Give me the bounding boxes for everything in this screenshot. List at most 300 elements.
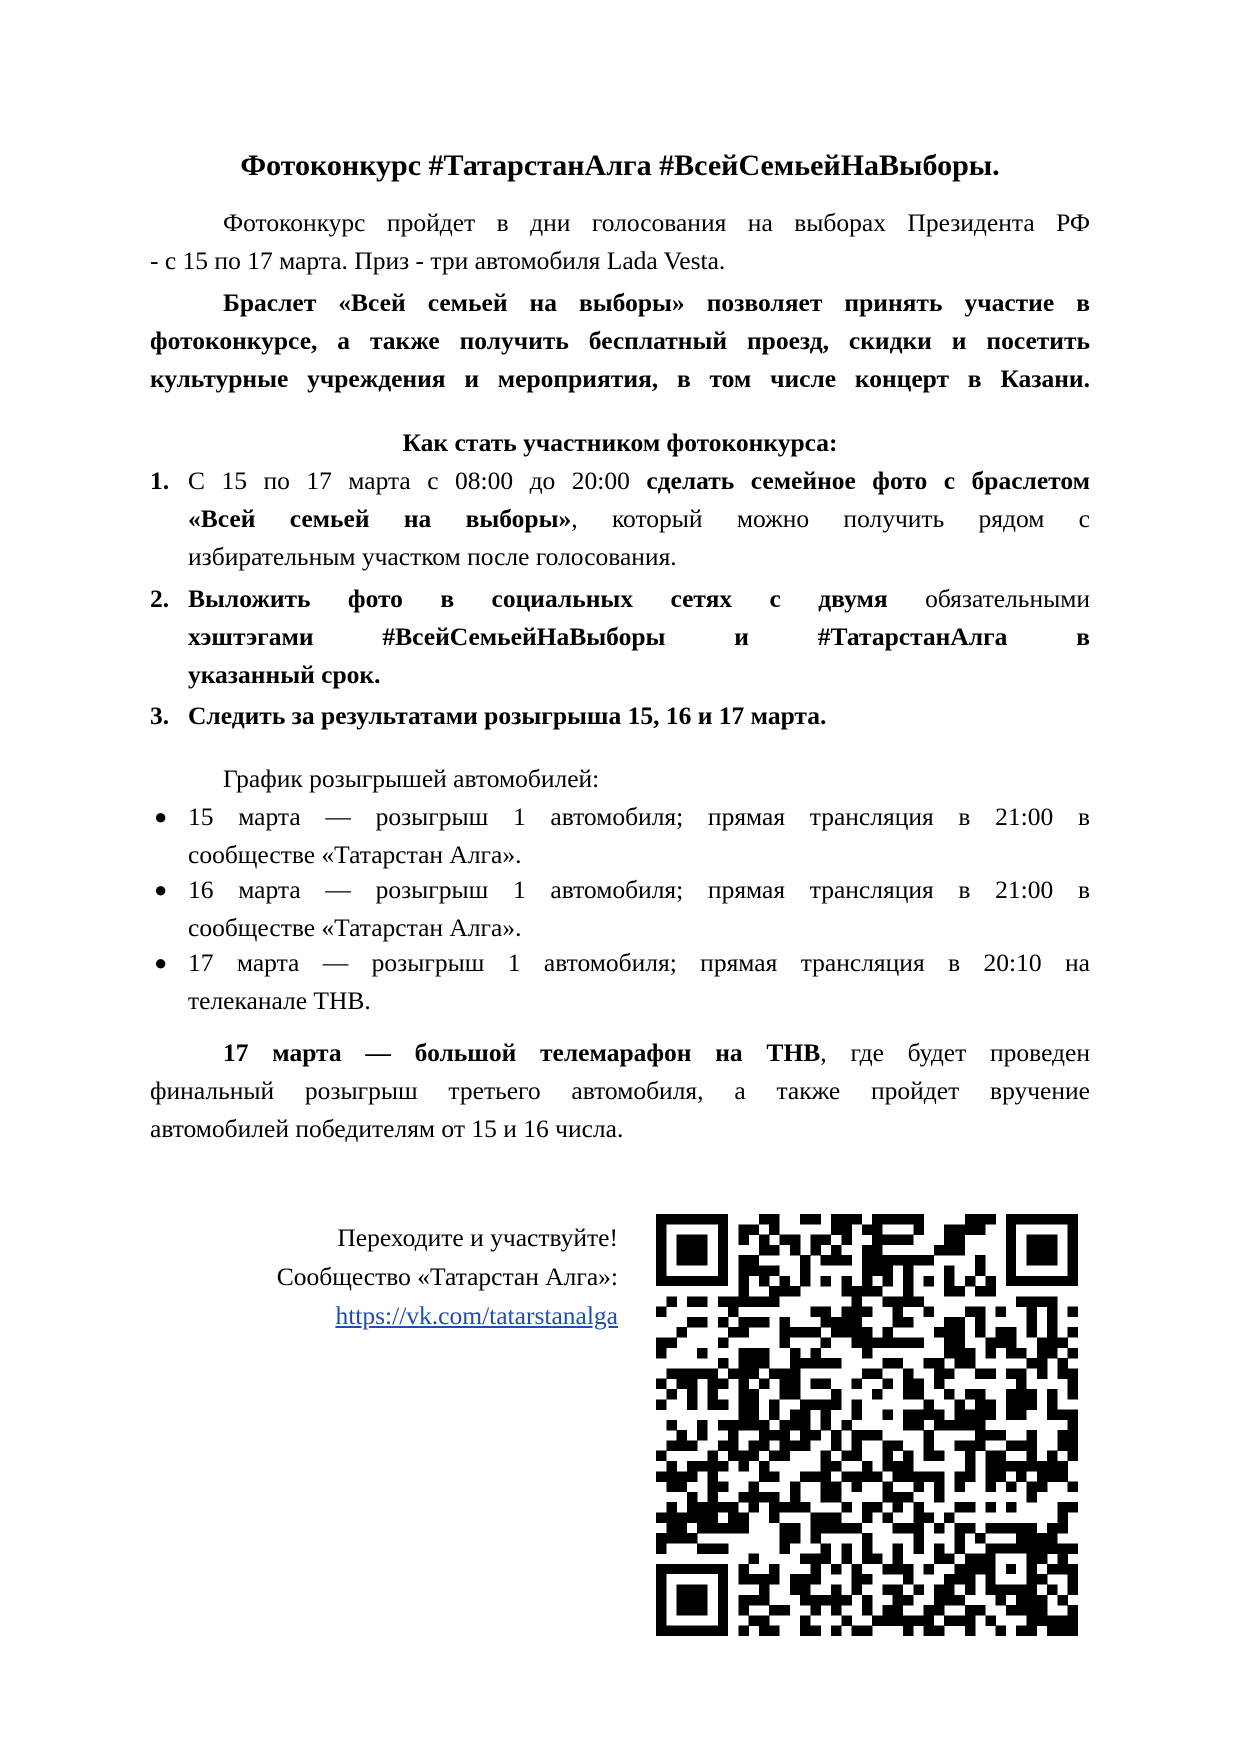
qr-module: [666, 1338, 676, 1348]
schedule-item-2: [150, 871, 1090, 947]
qr-module: [975, 1410, 985, 1420]
qr-module: [759, 1276, 769, 1286]
qr-module: [862, 1543, 872, 1553]
qr-module: [718, 1502, 728, 1512]
qr-module: [1047, 1327, 1057, 1337]
qr-module: [903, 1276, 913, 1286]
bracelet-paragraph: [150, 284, 1090, 398]
qr-module: [954, 1564, 964, 1574]
schedule-item-3: [150, 944, 1090, 1020]
qr-module: [687, 1533, 697, 1543]
qr-module: [1006, 1338, 1016, 1348]
qr-module: [790, 1585, 800, 1595]
qr-module: [687, 1389, 697, 1399]
qr-module: [759, 1420, 769, 1430]
qr-module: [862, 1224, 872, 1234]
qr-module: [718, 1338, 728, 1348]
qr-module: [975, 1564, 985, 1574]
qr-module: [1027, 1595, 1037, 1605]
qr-module: [985, 1286, 995, 1296]
qr-module: [1006, 1461, 1016, 1471]
qr-module: [666, 1389, 676, 1399]
qr-module: [913, 1296, 923, 1306]
qr-module: [985, 1451, 995, 1461]
bracelet-line-2: фотоконкурсе, а также получить бесплатный проезд, скидки и посетить: [150, 326, 1090, 355]
qr-module: [1016, 1399, 1026, 1409]
qr-module: [903, 1564, 913, 1574]
qr-module: [852, 1585, 862, 1595]
qr-module: [810, 1307, 820, 1317]
qr-module: [831, 1214, 841, 1224]
qr-module: [707, 1368, 717, 1378]
qr-module: [738, 1265, 748, 1275]
qr-module: [780, 1327, 790, 1337]
qr-module: [800, 1255, 810, 1265]
qr-module: [882, 1327, 892, 1337]
qr-module: [944, 1265, 954, 1275]
qr-module: [728, 1296, 738, 1306]
qr-module: [780, 1502, 790, 1512]
qr-module: [841, 1595, 851, 1605]
qr-module: [1027, 1389, 1037, 1399]
qr-module: [800, 1358, 810, 1368]
qr-module: [924, 1399, 934, 1409]
qr-module: [738, 1317, 748, 1327]
qr-module: [707, 1512, 717, 1522]
marathon-bold: 17 марта — большой телемарафон на ТНВ: [223, 1038, 821, 1067]
marathon-text: , где будет проведен: [820, 1038, 1090, 1067]
qr-module: [1068, 1430, 1078, 1440]
qr-module: [1027, 1327, 1037, 1337]
qr-module: [965, 1307, 975, 1317]
qr-module: [965, 1564, 975, 1574]
qr-module: [677, 1482, 687, 1492]
qr-module: [985, 1461, 995, 1471]
qr-module: [769, 1286, 779, 1296]
qr-module: [687, 1368, 697, 1378]
qr-module: [831, 1626, 841, 1636]
qr-module: [841, 1307, 851, 1317]
qr-module: [872, 1471, 882, 1481]
qr-module: [759, 1615, 769, 1625]
step-item-3: [150, 697, 1090, 735]
qr-module: [738, 1595, 748, 1605]
qr-module: [975, 1286, 985, 1296]
qr-module: [687, 1512, 697, 1522]
qr-module: [965, 1574, 975, 1584]
qr-module: [1057, 1564, 1067, 1574]
qr-module: [1068, 1348, 1078, 1358]
qr-module: [893, 1255, 903, 1265]
qr-module: [893, 1235, 903, 1245]
qr-module: [852, 1564, 862, 1574]
qr-module: [1047, 1389, 1057, 1399]
step-2-text: обязательными: [887, 584, 1091, 613]
qr-module: [738, 1410, 748, 1420]
qr-module: [862, 1255, 872, 1265]
qr-module: [893, 1492, 903, 1502]
qr-module: [841, 1523, 851, 1533]
qr-module: [954, 1482, 964, 1492]
qr-finder-top-left: [656, 1214, 728, 1286]
intro-paragraph: [150, 204, 1090, 280]
qr-module: [893, 1564, 903, 1574]
qr-module: [800, 1327, 810, 1337]
qr-module: [852, 1317, 862, 1327]
qr-module: [677, 1430, 687, 1440]
qr-module: [1006, 1399, 1016, 1409]
qr-module: [677, 1523, 687, 1533]
qr-module: [1016, 1389, 1026, 1399]
qr-module: [790, 1533, 800, 1543]
qr-module: [924, 1358, 934, 1368]
qr-module: [790, 1235, 800, 1245]
qr-module: [903, 1615, 913, 1625]
qr-module: [790, 1420, 800, 1430]
step-1-line-3: избирательным участком после голосования.: [188, 542, 677, 571]
qr-module: [934, 1451, 944, 1461]
qr-module: [780, 1430, 790, 1440]
qr-module: [903, 1265, 913, 1275]
qr-module: [893, 1358, 903, 1368]
qr-module: [749, 1420, 759, 1430]
qr-module: [913, 1410, 923, 1420]
qr-module: [924, 1626, 934, 1636]
qr-module: [954, 1574, 964, 1584]
qr-module: [728, 1451, 738, 1461]
qr-module: [810, 1471, 820, 1481]
qr-module: [1016, 1440, 1026, 1450]
step-number: 3.: [150, 701, 170, 730]
qr-module: [903, 1389, 913, 1399]
qr-module: [1068, 1420, 1078, 1430]
qr-module: [718, 1379, 728, 1389]
qr-module: [1016, 1368, 1026, 1378]
qr-module: [862, 1245, 872, 1255]
qr-module: [1016, 1523, 1026, 1533]
call-to-action: Переходите и участвуйте!: [337, 1223, 618, 1252]
qr-module: [944, 1420, 954, 1430]
qr-module: [759, 1595, 769, 1605]
step-item-2: [150, 580, 1090, 694]
qr-module: [821, 1307, 831, 1317]
qr-module: [800, 1276, 810, 1286]
qr-module: [1068, 1451, 1078, 1461]
qr-module: [769, 1368, 779, 1378]
qr-module: [707, 1461, 717, 1471]
qr-module: [913, 1389, 923, 1399]
qr-module: [841, 1214, 851, 1224]
qr-module: [862, 1512, 872, 1522]
qr-module: [924, 1440, 934, 1450]
qr-module: [769, 1564, 779, 1574]
qr-module: [687, 1492, 697, 1502]
qr-module: [872, 1286, 882, 1296]
qr-module: [913, 1255, 923, 1265]
qr-module: [656, 1399, 666, 1409]
qr-module: [1047, 1615, 1057, 1625]
qr-module: [852, 1296, 862, 1306]
qr-module: [656, 1471, 666, 1481]
qr-module: [821, 1523, 831, 1533]
qr-module: [882, 1276, 892, 1286]
qr-module: [975, 1389, 985, 1399]
qr-module: [862, 1502, 872, 1512]
qr-module: [810, 1523, 820, 1533]
step-2-line-2: хэштэгами #ВсейСемьейНаВыборы и #ТатарстанАлга в: [188, 622, 1090, 651]
qr-module: [882, 1358, 892, 1368]
qr-module: [697, 1543, 707, 1553]
qr-module: [810, 1379, 820, 1389]
qr-module: [893, 1214, 903, 1224]
qr-module: [1006, 1348, 1016, 1358]
qr-module: [1047, 1564, 1057, 1574]
qr-module: [1068, 1564, 1078, 1574]
schedule-item-3-line-2: телеканале ТНВ.: [188, 986, 371, 1015]
qr-module: [1057, 1512, 1067, 1522]
qr-module: [707, 1389, 717, 1399]
qr-module: [707, 1523, 717, 1533]
qr-module: [707, 1502, 717, 1512]
qr-module: [1027, 1523, 1037, 1533]
qr-module: [841, 1255, 851, 1265]
qr-module: [738, 1255, 748, 1265]
qr-module: [862, 1276, 872, 1286]
qr-module: [769, 1430, 779, 1440]
qr-module: [965, 1348, 975, 1358]
qr-module: [1047, 1451, 1057, 1461]
qr-module: [790, 1410, 800, 1420]
qr-module: [831, 1440, 841, 1450]
qr-module: [821, 1338, 831, 1348]
qr-module: [924, 1451, 934, 1461]
qr-module: [749, 1224, 759, 1234]
qr-module: [1037, 1368, 1047, 1378]
qr-module: [965, 1224, 975, 1234]
qr-module: [903, 1214, 913, 1224]
qr-module: [687, 1317, 697, 1327]
qr-module: [749, 1595, 759, 1605]
qr-module: [759, 1430, 769, 1440]
qr-module: [769, 1605, 779, 1615]
qr-module: [882, 1265, 892, 1275]
qr-module: [728, 1502, 738, 1512]
qr-module: [800, 1585, 810, 1595]
qr-module: [985, 1410, 995, 1420]
qr-module: [1047, 1307, 1057, 1317]
qr-module: [965, 1276, 975, 1286]
schedule-heading: График розыгрышей автомобилей:: [223, 764, 600, 793]
qr-module: [738, 1574, 748, 1584]
qr-module: [1068, 1307, 1078, 1317]
qr-module: [1027, 1307, 1037, 1317]
qr-module: [934, 1523, 944, 1533]
qr-module: [944, 1276, 954, 1286]
qr-module: [821, 1410, 831, 1420]
qr-module: [954, 1245, 964, 1255]
qr-module: [738, 1368, 748, 1378]
qr-module: [852, 1440, 862, 1450]
qr-module: [872, 1235, 882, 1245]
qr-module: [852, 1286, 862, 1296]
qr-module: [944, 1595, 954, 1605]
qr-module: [687, 1296, 697, 1306]
qr-module: [1047, 1461, 1057, 1471]
qr-module: [821, 1235, 831, 1245]
qr-module: [1027, 1451, 1037, 1461]
qr-module: [831, 1245, 841, 1255]
qr-module: [934, 1420, 944, 1430]
qr-module: [831, 1430, 841, 1440]
qr-module: [1027, 1533, 1037, 1543]
qr-module: [687, 1461, 697, 1471]
step-item-1: [150, 462, 1090, 576]
qr-module: [821, 1399, 831, 1409]
qr-module: [780, 1286, 790, 1296]
qr-module: [944, 1224, 954, 1234]
qr-module: [1068, 1605, 1078, 1615]
qr-module: [800, 1265, 810, 1275]
qr-module: [913, 1543, 923, 1553]
qr-module: [790, 1389, 800, 1399]
qr-module: [666, 1461, 676, 1471]
qr-module: [903, 1574, 913, 1584]
qr-module: [996, 1451, 1006, 1461]
qr-module: [1068, 1543, 1078, 1553]
qr-module: [1068, 1626, 1078, 1636]
qr-module: [800, 1430, 810, 1440]
qr-module: [728, 1440, 738, 1450]
qr-module: [882, 1492, 892, 1502]
qr-module: [862, 1574, 872, 1584]
qr-module: [985, 1430, 995, 1440]
qr-module: [759, 1348, 769, 1358]
qr-module: [810, 1245, 820, 1255]
qr-module: [996, 1430, 1006, 1440]
qr-module: [996, 1595, 1006, 1605]
qr-module: [769, 1214, 779, 1224]
qr-module: [769, 1410, 779, 1420]
qr-module: [759, 1317, 769, 1327]
community-link[interactable]: https://vk.com/tatarstanalga: [335, 1301, 618, 1330]
qr-module: [985, 1214, 995, 1224]
qr-module: [965, 1585, 975, 1595]
qr-module: [738, 1492, 748, 1502]
qr-module: [821, 1358, 831, 1368]
qr-module: [728, 1523, 738, 1533]
qr-module: [1016, 1471, 1026, 1481]
qr-module: [954, 1523, 964, 1533]
qr-module: [738, 1379, 748, 1389]
qr-module: [903, 1368, 913, 1378]
qr-module: [903, 1523, 913, 1533]
qr-module: [759, 1440, 769, 1450]
qr-module: [821, 1276, 831, 1286]
qr-module: [985, 1482, 995, 1492]
qr-module: [800, 1626, 810, 1636]
qr-module: [810, 1235, 820, 1245]
qr-module: [697, 1512, 707, 1522]
qr-module: [707, 1379, 717, 1389]
qr-module: [985, 1523, 995, 1533]
qr-module: [893, 1296, 903, 1306]
qr-module: [1047, 1585, 1057, 1595]
qr-module: [821, 1482, 831, 1492]
qr-module: [697, 1461, 707, 1471]
qr-module: [944, 1368, 954, 1378]
qr-module: [985, 1338, 995, 1348]
qr-module: [1068, 1502, 1078, 1512]
qr-module: [893, 1440, 903, 1450]
qr-module: [954, 1399, 964, 1409]
qr-module: [965, 1214, 975, 1224]
qr-module: [934, 1585, 944, 1595]
qr-module: [1047, 1296, 1057, 1306]
qr-module: [759, 1235, 769, 1245]
qr-module: [738, 1523, 748, 1533]
qr-module: [985, 1615, 995, 1625]
qr-module: [954, 1410, 964, 1420]
qr-module: [882, 1410, 892, 1420]
schedule-item-2-line-1: 16 марта — розыгрыш 1 автомобиля; прямая трансляция в 21:00 в: [188, 875, 1090, 904]
schedule-item-3-line-1: 17 марта — розыгрыш 1 автомобиля; прямая трансляция в 20:10 на: [188, 948, 1090, 977]
qr-module: [893, 1461, 903, 1471]
qr-module: [810, 1626, 820, 1636]
qr-module: [728, 1307, 738, 1317]
qr-module: [810, 1595, 820, 1605]
qr-module: [893, 1317, 903, 1327]
qr-module: [934, 1492, 944, 1502]
qr-module: [954, 1502, 964, 1512]
qr-module: [1027, 1399, 1037, 1409]
qr-module: [934, 1482, 944, 1492]
qr-module: [1016, 1533, 1026, 1543]
qr-module: [718, 1482, 728, 1492]
qr-module: [821, 1595, 831, 1605]
qr-module: [852, 1523, 862, 1533]
qr-module: [852, 1379, 862, 1389]
qr-module: [975, 1440, 985, 1450]
qr-module: [944, 1585, 954, 1595]
qr-module: [954, 1286, 964, 1296]
qr-module: [1057, 1440, 1067, 1450]
page-title: Фотоконкурс #ТатарстанАлга #ВсейСемьейНаВыборы.: [240, 149, 1000, 182]
qr-module: [1068, 1368, 1078, 1378]
qr-module: [790, 1348, 800, 1358]
qr-module: [954, 1595, 964, 1605]
qr-code-icon: [656, 1214, 1078, 1636]
qr-module: [893, 1543, 903, 1553]
qr-module: [666, 1523, 676, 1533]
qr-module: [759, 1471, 769, 1481]
qr-module: [780, 1523, 790, 1533]
how-to-heading: Как стать участником фотоконкурса:: [402, 428, 838, 457]
qr-module: [903, 1410, 913, 1420]
qr-module: [1037, 1338, 1047, 1348]
qr-module: [913, 1338, 923, 1348]
qr-module: [738, 1512, 748, 1522]
qr-module: [821, 1461, 831, 1471]
qr-module: [687, 1440, 697, 1450]
qr-module: [913, 1214, 923, 1224]
qr-module: [954, 1327, 964, 1337]
qr-module: [872, 1502, 882, 1512]
qr-module: [893, 1585, 903, 1595]
marathon-line-3: автомобилей победителям от 15 и 16 числа.: [150, 1114, 624, 1143]
qr-module: [1037, 1471, 1047, 1481]
qr-module: [790, 1358, 800, 1368]
qr-module: [965, 1410, 975, 1420]
